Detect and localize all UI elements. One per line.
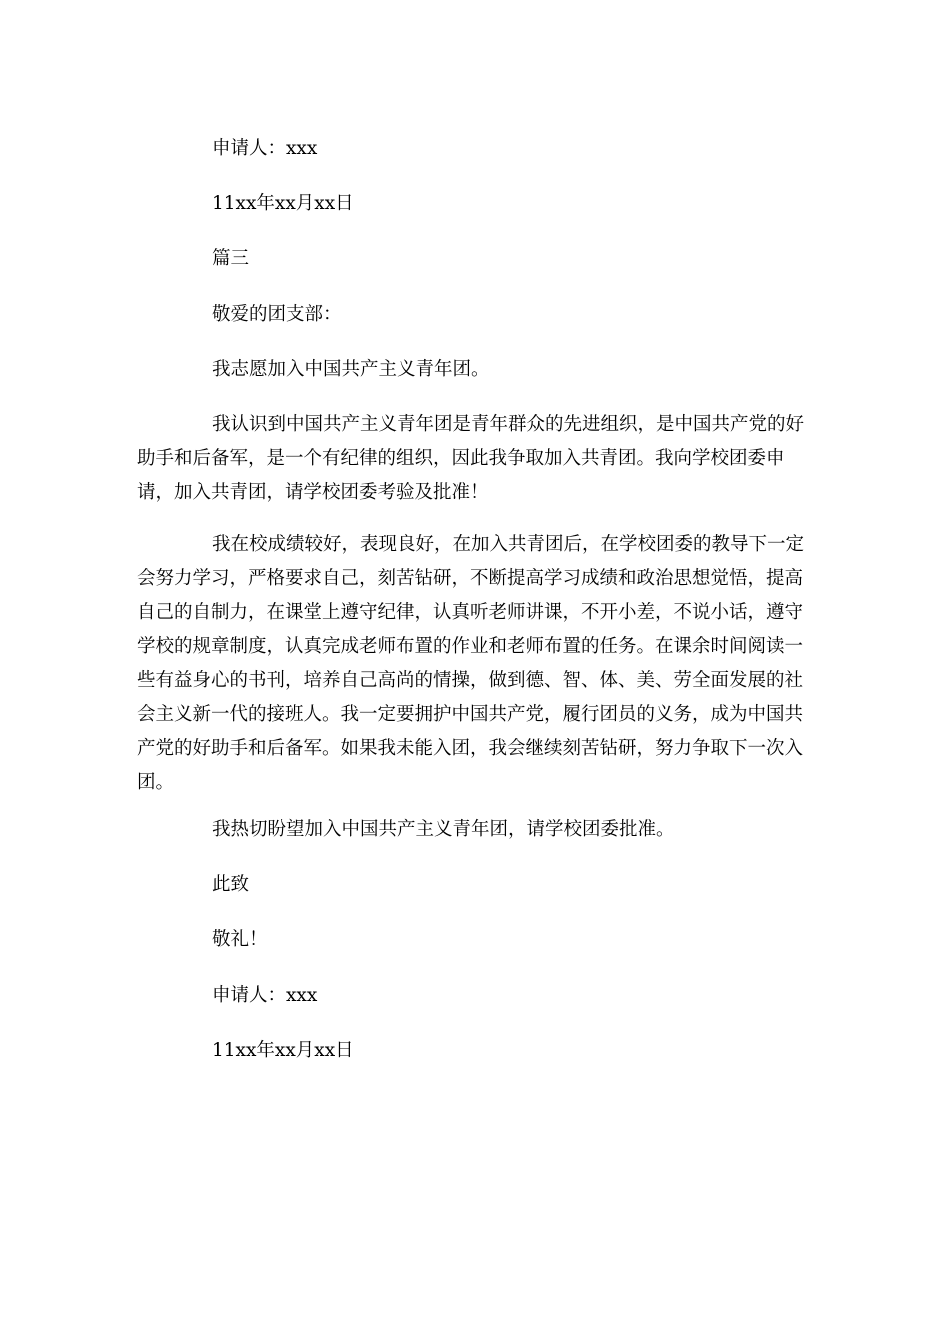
paragraph-commitment: 我在校成绩较好，表现良好，在加入共青团后，在学校团委的教导下一定会努力学习，严格要求自己，刻苦钻研，不断提高学习成绩和政治思想觉悟，提高自己的自制力，在课堂上遵守纪律，认真听老师讲课，不开小差，不说小话，遵守学校的规章制度，认真完成老师布置的作业和老师布置的任务。在课余时间阅读一些有益身心的书刊，培养自己高尚的情操，做到德、智、体、美、劳全面发展的社会主义新一代的接班人。我一定要拥护中国共产党，履行团员的义务，成为中国共产党的好助手和后备军。如果我未能入团，我会继续刻苦钻研，努力争取下一次入团。 — [137, 534, 805, 793]
paragraph-recognition: 我认识到中国共产主义青年团是青年群众的先进组织，是中国共产党的好助手和后备军，是一个有纪律的组织，因此我争取加入共青团。我向学校团委申请，加入共青团，请学校团委考验及批准！ — [137, 414, 805, 503]
closing-salutation: 此致 — [212, 874, 250, 895]
closing-regards: 敬礼！ — [212, 929, 268, 950]
applicant-line: 申请人：xxx — [212, 138, 318, 159]
intro-line: 我志愿加入中国共产主义青年团。 — [212, 359, 490, 380]
closing-hope-line: 我热切盼望加入中国共产主义青年团，请学校团委批准。 — [212, 819, 675, 840]
date-line: 11xx年xx月xx日 — [212, 1040, 354, 1061]
date-line: 11xx年xx月xx日 — [212, 193, 354, 214]
salutation: 敬爱的团支部： — [212, 304, 342, 325]
applicant-line: 申请人：xxx — [212, 985, 318, 1006]
section-title: 篇三 — [212, 248, 250, 269]
